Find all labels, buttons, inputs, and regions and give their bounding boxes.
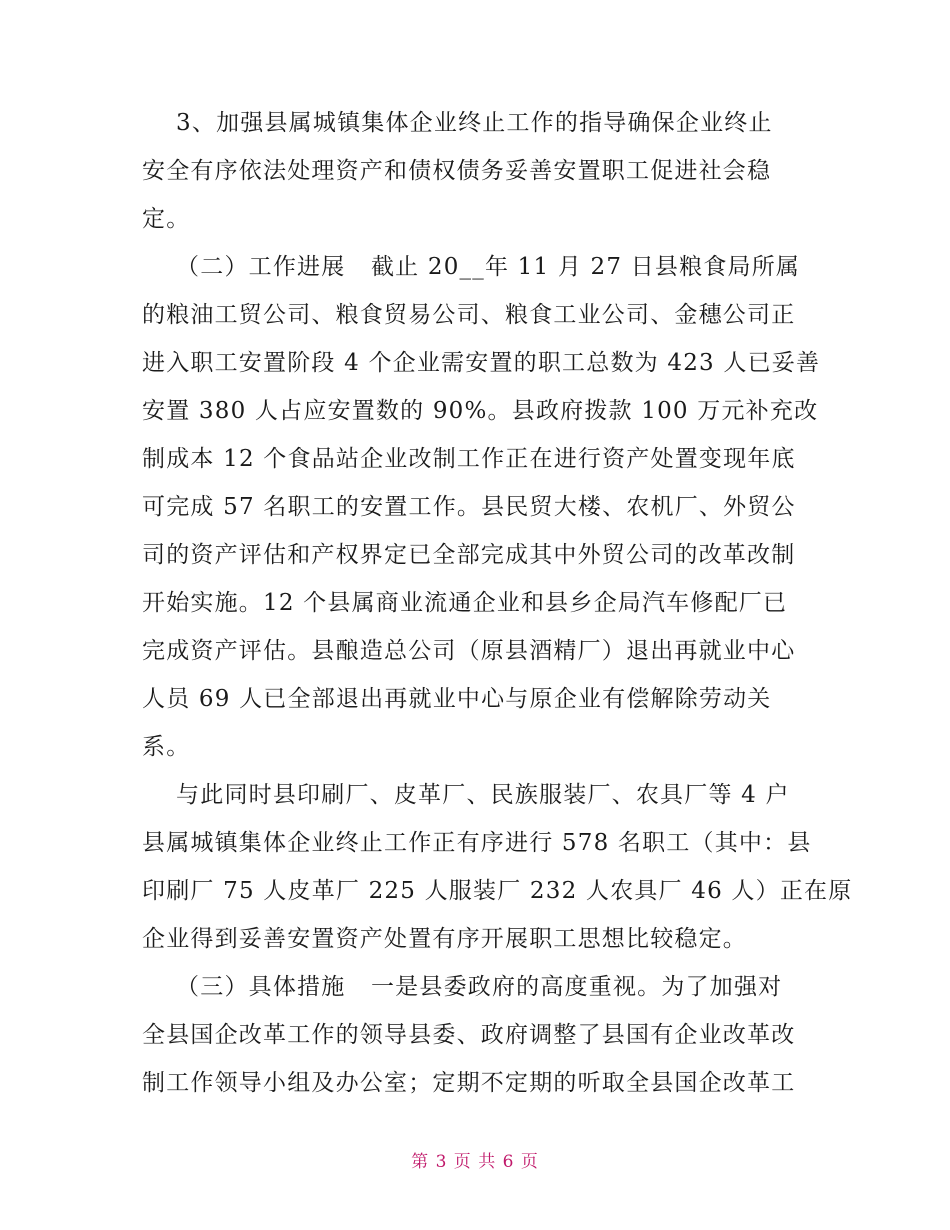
text-line: 进入职工安置阶段 4 个企业需安置的职工总数为 423 人已妥善 [142, 350, 821, 376]
text-line: 可完成 57 名职工的安置工作。县民贸大楼、农机厂、外贸公 [142, 494, 796, 520]
text-line: 的粮油工贸公司、粮食贸易公司、粮食工业公司、金穗公司正 [142, 302, 796, 328]
text-line: 与此同时县印刷厂、皮革厂、民族服装厂、农具厂等 4 户 [142, 782, 790, 808]
page-indicator: 第 3 页 共 6 页 [411, 1152, 539, 1172]
text-line: 3、加强县属城镇集体企业终止工作的指导确保企业终止 [142, 110, 773, 136]
text-line: 安置 380 人占应安置数的 90%。县政府拨款 100 万元补充改 [142, 398, 819, 424]
text-line: 司的资产评估和产权界定已全部完成其中外贸公司的改革改制 [142, 542, 796, 568]
text-line: （三）具体措施 一是县委政府的高度重视。为了加强对 [142, 974, 783, 1000]
text-line: 系。 [142, 734, 191, 760]
text-line: 县属城镇集体企业终止工作正有序进行 578 名职工（其中：县 [142, 830, 812, 856]
text-line: 完成资产评估。县酿造总公司（原县酒精厂）退出再就业中心 [142, 638, 796, 664]
text-line: 开始实施。12 个县属商业流通企业和县乡企局汽车修配厂已 [142, 590, 788, 616]
text-line: 制成本 12 个食品站企业改制工作正在进行资产处置变现年底 [142, 446, 796, 472]
text-line: 人员 69 人已全部退出再就业中心与原企业有偿解除劳动关 [142, 686, 772, 712]
text-line: 全县国企改革工作的领导县委、政府调整了县国有企业改革改 [142, 1022, 796, 1048]
text-line: （二）工作进展 截止 20__年 11 月 27 日县粮食局所属 [142, 254, 801, 280]
text-line: 制工作领导小组及办公室；定期不定期的听取全县国企改革工 [142, 1070, 796, 1096]
text-line: 定。 [142, 206, 191, 232]
text-line: 印刷厂 75 人皮革厂 225 人服装厂 232 人农具厂 46 人）正在原 [142, 878, 853, 904]
text-line: 安全有序依法处理资产和债权债务妥善安置职工促进社会稳 [142, 158, 772, 184]
text-line: 企业得到妥善安置资产处置有序开展职工思想比较稳定。 [142, 926, 747, 952]
